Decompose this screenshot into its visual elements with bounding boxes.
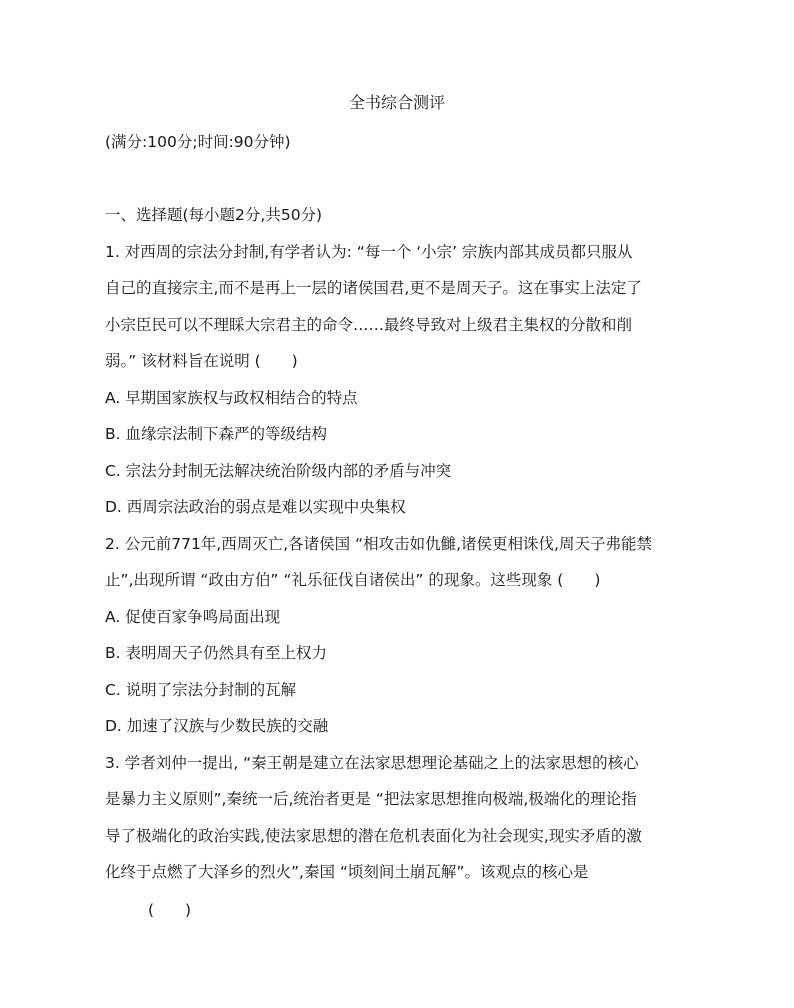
question-2-option-a: A. 促使百家争鸣局面出现 — [105, 608, 281, 626]
question-3-line-4: 化终于点燃了大泽乡的烈火”,秦国 “顷刻间土崩瓦解”。该观点的核心是 — [105, 863, 589, 881]
question-2-line-1: 2. 公元前771年,西周灭亡,各诸侯国 “相攻击如仇雠,诸侯更相诛伐,周天子弗能禁 — [105, 535, 652, 553]
question-3-answer-bracket: ( ) — [148, 901, 192, 919]
question-1-option-d: D. 西周宗法政治的弱点是难以实现中央集权 — [105, 498, 406, 516]
question-2-option-b: B. 表明周天子仍然具有至上权力 — [105, 644, 327, 662]
section-heading: 一、选择题(每小题2分,共50分) — [105, 206, 323, 224]
question-1-line-1: 1. 对西周的宗法分封制,有学者认为: “每一个 ‘小宗’ 宗族内部其成员都只服从 — [105, 243, 633, 261]
question-3-line-2: 是暴力主义原则”,秦统一后,统治者更是 “把法家思想推向极端,极端化的理论指 — [105, 790, 637, 808]
question-3-line-3: 导了极端化的政治实践,使法家思想的潜在危机表面化为社会现实,现实矛盾的激 — [105, 827, 642, 845]
question-2-line-2: 止”,出现所谓 “政由方伯” “礼乐征伐自诸侯出” 的现象。这些现象 ( ) — [105, 571, 601, 589]
question-2-option-c: C. 说明了宗法分封制的瓦解 — [105, 681, 297, 699]
question-1-option-c: C. 宗法分封制无法解决统治阶级内部的矛盾与冲突 — [105, 462, 452, 480]
exam-meta: (满分:100分;时间:90分钟) — [105, 133, 291, 151]
question-1-line-3: 小宗臣民可以不理睬大宗君主的命令……最终导致对上级君主集权的分散和削 — [105, 316, 633, 334]
question-1-option-a: A. 早期国家族权与政权相结合的特点 — [105, 389, 358, 407]
page-title: 全书综合测评 — [348, 93, 445, 112]
question-2-option-d: D. 加速了汉族与少数民族的交融 — [105, 717, 329, 735]
question-1-line-2: 自己的直接宗主,而不是再上一层的诸侯国君,更不是周天子。这在事实上法定了 — [105, 279, 642, 297]
question-3-line-1: 3. 学者刘仲一提出, “秦王朝是建立在法家思想理论基础之上的法家思想的核心 — [105, 754, 639, 772]
question-1-option-b: B. 血缘宗法制下森严的等级结构 — [105, 425, 327, 443]
question-1-line-4: 弱。” 该材料旨在说明 ( ) — [105, 352, 298, 370]
